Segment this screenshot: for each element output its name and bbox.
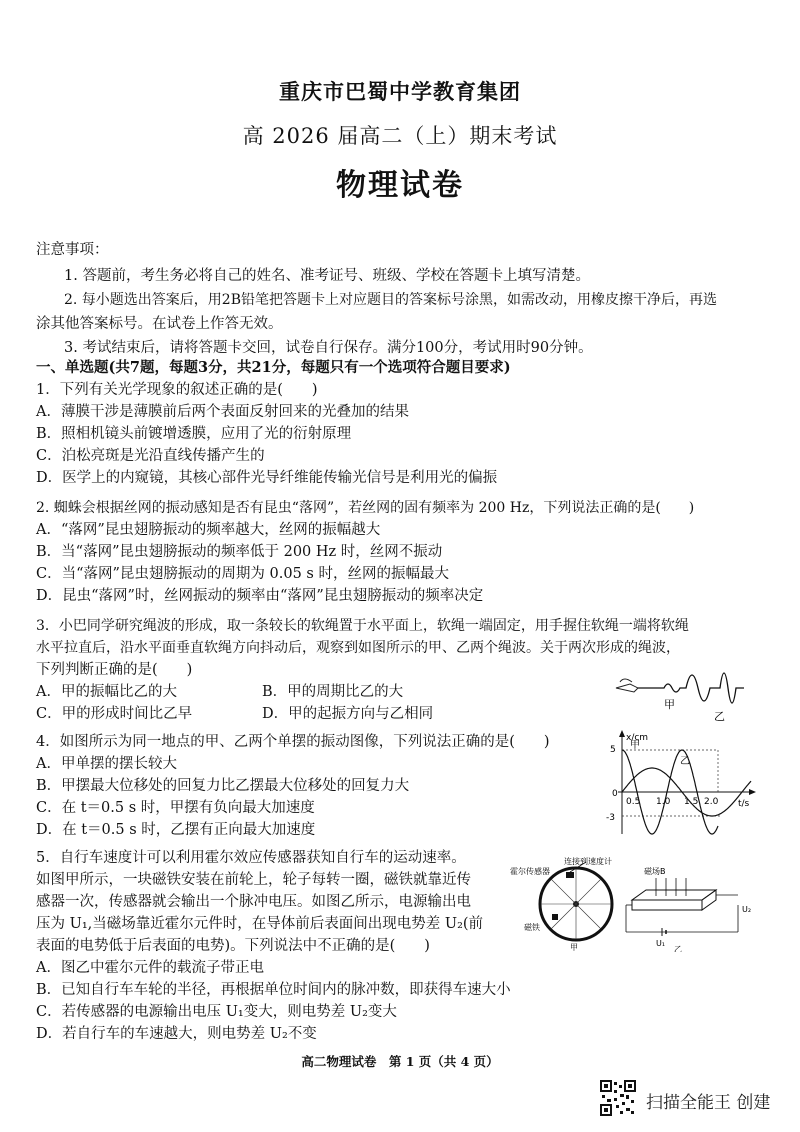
q5-option-c: C．若传感器的电源输出电压 U₁变大，则电势差 U₂变大 xyxy=(36,1004,397,1020)
q4-option-b: B．甲摆最大位移处的回复力比乙摆最大位移处的回复力大 xyxy=(36,778,410,794)
rope-wave-figure xyxy=(612,652,752,724)
subject-title: 物理试卷 xyxy=(336,168,464,203)
q5-stem-line5: 表面的电势低于后表面的电势)。下列说法中不正确的是( ) xyxy=(36,938,430,954)
notice-item-3: 3. 考试结束后，请将答题卡交回，试卷自行保存。满分100分，考试用时90分钟。 xyxy=(64,340,593,356)
graph-ylabel: x/cm xyxy=(626,733,649,743)
graph-y-top: 5 xyxy=(610,745,616,755)
q4-option-a: A．甲单摆的摆长较大 xyxy=(36,756,177,772)
label-fig-yi: 乙 xyxy=(674,945,682,952)
q3-stem-line2: 水平拉直后，沿水平面垂直软绳方向抖动后，观察到如图所示的甲、乙两个绳波。关于两次形成的绳波， xyxy=(36,640,680,656)
label-u1: U₁ xyxy=(656,939,666,948)
page-footer: 高二物理试卷 第 1 页（共 4 页） xyxy=(301,1054,499,1069)
graph-tick-2.0: 2.0 xyxy=(704,797,719,807)
notice-item-1: 1. 答题前，考生务必将自己的姓名、准考证号、班级、学校在答题卡上填写清楚。 xyxy=(64,268,590,284)
q2-option-d: D．昆虫“落网”时，丝网振动的频率由“落网”昆虫翅膀振动的频率决定 xyxy=(36,588,484,604)
q1-option-c: C．泊松亮斑是光沿直线传播产生的 xyxy=(36,448,265,464)
q5-option-a: A．图乙中霍尔元件的载流子带正电 xyxy=(36,960,264,976)
q2-option-c: C．当“落网”昆虫翅膀振动的周期为 0.05 s 时，丝网的振幅最大 xyxy=(36,566,449,582)
label-u2: U₂ xyxy=(742,905,752,914)
q5-stem-line3: 感器一次，传感器就会输出一个脉冲电压。如图乙所示，电源输出电 xyxy=(36,894,471,910)
q4-stem: 4．如图所示为同一地点的甲、乙两个单摆的振动图像，下列说法正确的是( ) xyxy=(36,734,550,750)
q3-stem-line3: 下列判断正确的是( ) xyxy=(36,662,193,678)
q4-option-d: D．在 t＝0.5 s 时，乙摆有正向最大加速度 xyxy=(36,822,316,838)
graph-label-yi: 乙 xyxy=(680,756,690,767)
q3-stem-line1: 3．小巴同学研究绳波的形成，取一条较长的软绳置于水平面上，软绳一端固定，用手握住软绳一端将软绳 xyxy=(36,618,689,634)
magnet-block xyxy=(552,914,558,920)
graph-origin: 0 xyxy=(612,789,618,799)
notice-title: 注意事项： xyxy=(36,242,109,258)
school-name: 重庆市巴蜀中学教育集团 xyxy=(279,79,521,104)
q5-option-b: B．已知自行车车轮的半径，再根据单位时间内的脉冲数，即获得车速大小 xyxy=(36,982,511,998)
q3-option-a: A．甲的振幅比乙的大 xyxy=(36,684,177,700)
q1-option-b: B．照相机镜头前镀增透膜，应用了光的衍射原理 xyxy=(36,426,352,442)
pendulum-graph xyxy=(600,726,760,838)
q3-option-b: B．甲的周期比乙的大 xyxy=(262,684,404,700)
qr-code-icon xyxy=(600,1080,636,1116)
q1-stem: 1．下列有关光学现象的叙述正确的是( ) xyxy=(36,382,318,398)
hall-sensor-figure xyxy=(506,852,760,952)
graph-xlabel: t/s xyxy=(738,799,750,809)
q5-stem-line4: 压为 U₁,当磁场靠近霍尔元件时，在导体前后表面间出现电势差 U₂(前 xyxy=(36,916,484,932)
label-magnet: 磁铁 xyxy=(524,923,540,932)
q5-option-d: D．若自行车的车速越大，则电势差 U₂不变 xyxy=(36,1026,317,1042)
q1-option-d: D．医学上的内窥镜，其核心部件光导纤维能传输光信号是利用光的偏振 xyxy=(36,470,498,486)
q2-stem: 2. 蜘蛛会根据丝网的振动感知是否有昆虫“落网”，若丝网的固有频率为 200 Hz，下列说法正确的是( ) xyxy=(36,500,695,516)
graph-tick-0.5: 0.5 xyxy=(626,797,641,807)
fig-label-jia: 甲 xyxy=(664,698,675,711)
exam-title: 高 2026 届高二（上）期末考试 xyxy=(242,124,558,148)
q5-stem-line1: 5．自行车速度计可以利用霍尔效应传感器获知自行车的运动速率。 xyxy=(36,850,466,866)
notice-item-2: 2. 每小题选出答案后，用2B铅笔把答题卡上对应题目的答案标号涂黑，如需改动，用橡皮擦干净后，再选 xyxy=(64,292,718,308)
label-fig-jia: 甲 xyxy=(570,943,578,952)
q3-option-d: D．甲的起振方向与乙相同 xyxy=(262,706,434,722)
q4-option-c: C．在 t＝0.5 s 时，甲摆有负向最大加速度 xyxy=(36,800,315,816)
graph-tick-1.0: 1.0 xyxy=(656,797,671,807)
q3-option-c: C．甲的形成时间比乙早 xyxy=(36,706,193,722)
q2-option-a: A．“落网”昆虫翅膀振动的频率越大，丝网的振幅越大 xyxy=(36,522,381,538)
label-field: 磁场B xyxy=(644,867,666,876)
graph-label-jia: 甲 xyxy=(630,740,640,751)
label-sensor: 霍尔传感器 xyxy=(510,867,550,876)
q2-option-b: B．当“落网”昆虫翅膀振动的频率低于 200 Hz 时，丝网不振动 xyxy=(36,544,443,560)
notice-item-2-cont: 涂其他答案标号。在试卷上作答无效。 xyxy=(36,316,283,332)
fig-label-yi: 乙 xyxy=(714,710,725,723)
q1-option-a: A．薄膜干涉是薄膜前后两个表面反射回来的光叠加的结果 xyxy=(36,404,409,420)
label-meter: 连接到速度计 xyxy=(564,857,612,866)
graph-y-bottom: -3 xyxy=(606,813,615,823)
graph-tick-1.5: 1.5 xyxy=(684,797,699,807)
scanner-watermark: 扫描全能王 创建 xyxy=(646,1093,771,1113)
q5-stem-line2: 如图甲所示，一块磁铁安装在前轮上，轮子每转一圈，磁铁就靠近传 xyxy=(36,872,471,888)
section-heading: 一、单选题(共7题，每题3分，共21分，每题只有一个选项符合题目要求) xyxy=(36,359,511,376)
